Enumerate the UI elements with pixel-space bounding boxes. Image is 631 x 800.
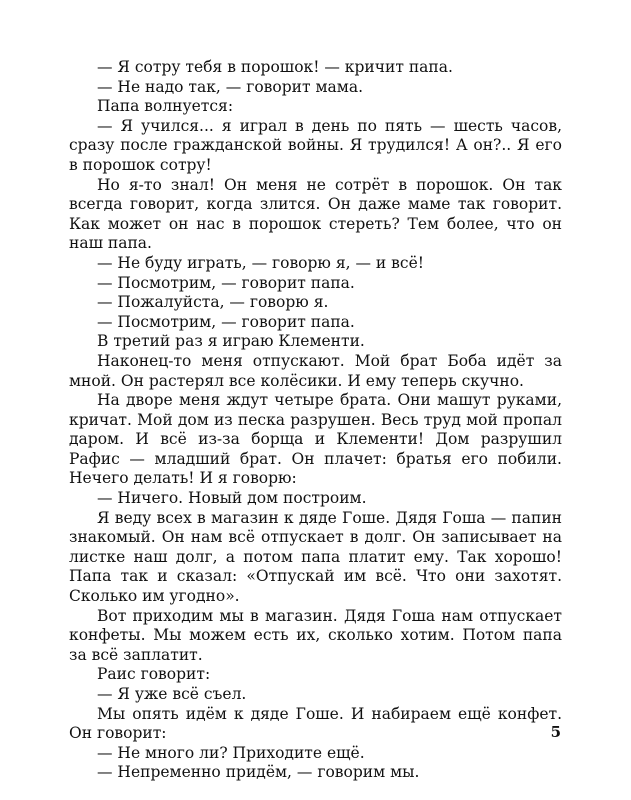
paragraph: — Непременно придём, — говорим мы. (97, 763, 420, 782)
paragraph: Мы опять идём к дяде Гоше. И набираем ещё конфет. Он говорит: (69, 704, 562, 743)
paragraph: — Не буду играть, — говорю я, — и всё! (97, 253, 424, 272)
paragraph: — Ничего. Новый дом построим. (97, 489, 367, 508)
paragraph: — Пожалуйста, — говорю я. (97, 293, 329, 312)
page-number: 5 (550, 723, 561, 741)
paragraph: — Посмотрим, — говорит папа. (97, 312, 355, 331)
paragraph: Наконец-то меня отпускают. Мой брат Боба идёт за мной. Он растерял все колёсики. И ему теперь скучно. (69, 351, 562, 390)
paragraph: — Не надо так, — говорит мама. (97, 77, 363, 96)
paragraph: Я веду всех в магазин к дяде Гоше. Дядя Гоша — папин знакомый. Он нам всё отпускает в долг. Он записывает на листке наш долг, а потом папа платит ему. Так хорошо! Папа так и сказал: «Отпускай им всё. Что они захотят. Сколько им угодно». (69, 508, 562, 606)
paragraph: Но я-то знал! Он меня не сотрёт в порошок. Он так всегда говорит, когда злится. Он даже маме так говорит. Как может он нас в порошок стереть? Тем более, что он наш папа. (69, 175, 562, 253)
paragraph: — Я уже всё съел. (97, 685, 247, 703)
paragraph: — Не много ли? Приходите ещё. (97, 743, 365, 762)
paragraph: — Я учился... я играл в день по пять — шесть часов, сразу после гражданской войны. Я трудился! А он?.. Я его в порошок сотру! (69, 116, 562, 174)
paragraph: Вот приходим мы в магазин. Дядя Гоша нам отпускает конфеты. Мы можем есть их, сколько хотим. Потом папа за всё заплатит. (69, 606, 562, 664)
paragraph: В третий раз я играю Клементи. (97, 332, 365, 351)
paragraph: Папа волнуется: (97, 97, 234, 116)
paragraph: — Посмотрим, — говорит папа. (97, 273, 355, 292)
paragraph: Раис говорит: (97, 665, 211, 684)
paragraph: — Я сотру тебя в порошок! — кричит папа. (97, 58, 453, 76)
paragraph: На дворе меня ждут четыре брата. Они машут руками, кричат. Мой дом из песка разрушен. Весь труд мой пропал даром. И всё из-за борща и Клементи! Дом разрушил Рафис — младший брат. Он плачет: братья его побили. Нечего делать! И я говорю: (69, 391, 562, 488)
page-text-block (69, 58, 562, 783)
